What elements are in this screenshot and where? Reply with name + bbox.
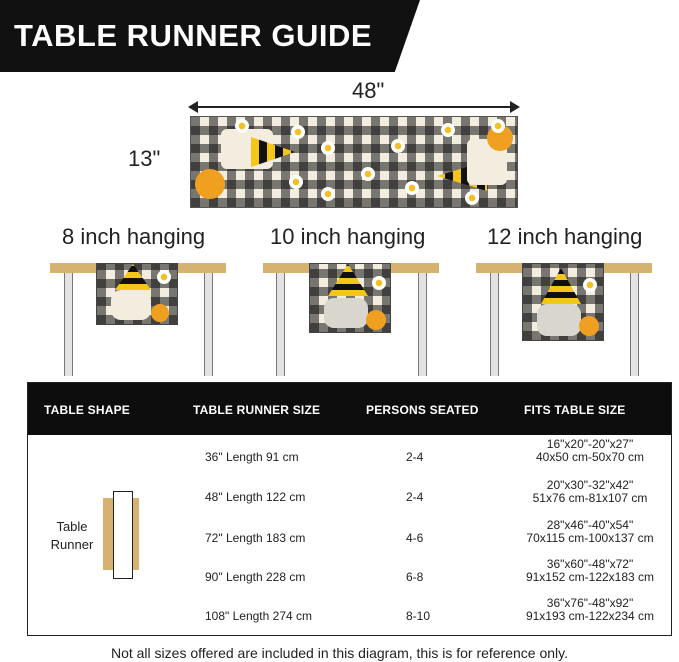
fit-cm: 40x50 cm-50x70 cm: [535, 450, 645, 464]
daisy-icon: [441, 123, 455, 137]
size-table-header: [28, 383, 671, 435]
row-fit: [510, 597, 670, 623]
gnome-hat-icon: [328, 264, 368, 296]
daisy-icon: [465, 191, 479, 205]
honey-pot-icon: [151, 304, 169, 322]
gnome-beard-icon: [324, 298, 368, 328]
daisy-icon: [405, 181, 419, 195]
fit-cm: 51x76 cm-81x107 cm: [532, 491, 648, 505]
table-shape-label: [42, 518, 102, 554]
row-fit: [510, 558, 670, 584]
fit-inches: 28"x46"-40"x54": [546, 518, 634, 532]
fit-cm: 91x152 cm-122x183 cm: [525, 570, 655, 584]
daisy-icon: [491, 119, 505, 133]
daisy-icon: [321, 187, 335, 201]
row-fit: [510, 519, 670, 545]
row-size: 90" Length 228 cm: [205, 570, 306, 584]
fit-inches: 36"x60"-48"x72": [546, 557, 634, 571]
row-persons: 6-8: [406, 570, 424, 584]
hanging-label-8: 8 inch hanging: [62, 224, 206, 249]
gnome-beard-icon: [537, 304, 581, 336]
hanging-label-12: 12 inch hanging: [487, 224, 643, 249]
footnote: Not all sizes offered are included in this diagram, this is for reference only.: [110, 645, 569, 661]
fit-cm: 70x115 cm-100x137 cm: [526, 531, 654, 545]
arrow-left-icon: [188, 101, 198, 113]
honey-pot-icon: [366, 310, 386, 330]
row-size: 36" Length 91 cm: [205, 450, 299, 464]
header-runner-size: TABLE RUNNER SIZE: [193, 403, 321, 417]
daisy-icon: [583, 278, 597, 292]
table-runner-image: [190, 116, 518, 208]
fit-cm: 91x193 cm-122x234 cm: [525, 609, 655, 623]
table-leg: [418, 272, 427, 376]
gnome-hat-icon: [251, 137, 295, 167]
daisy-icon: [157, 270, 171, 284]
row-persons: 2-4: [406, 490, 424, 504]
hanging-runner-8: [96, 263, 178, 325]
arrow-right-icon: [510, 101, 520, 113]
row-size: 108" Length 274 cm: [205, 609, 313, 623]
row-size: 48" Length 122 cm: [205, 490, 306, 504]
daisy-icon: [372, 276, 386, 290]
table-leg: [630, 272, 639, 376]
header-persons-seated: PERSONS SEATED: [366, 403, 479, 417]
hanging-label-10: 10 inch hanging: [270, 224, 426, 249]
row-fit: [510, 479, 670, 505]
daisy-icon: [289, 175, 303, 189]
row-persons: 8-10: [406, 609, 431, 623]
height-dimension-label: 13": [128, 146, 161, 171]
beehive-icon: [111, 290, 151, 320]
honey-pot-icon: [579, 316, 599, 336]
header-fits-table-size: FITS TABLE SIZE: [524, 403, 626, 417]
daisy-icon: [291, 125, 305, 139]
fit-inches: 36"x76"-48"x92": [546, 596, 634, 610]
daisy-icon: [321, 141, 335, 155]
runner-shape-icon: [113, 491, 133, 579]
row-size: 72" Length 183 cm: [205, 531, 306, 545]
hanging-runner-12: [522, 263, 604, 341]
fit-inches: 20"x30"-32"x42": [546, 478, 634, 492]
shape-label-line2: Runner: [50, 537, 94, 552]
table-leg: [276, 272, 285, 376]
daisy-icon: [361, 167, 375, 181]
daisy-icon: [235, 119, 249, 133]
width-dimension-label: 48": [352, 78, 385, 103]
table-leg: [64, 272, 73, 376]
daisy-icon: [391, 139, 405, 153]
table-leg: [490, 272, 499, 376]
page-title: TABLE RUNNER GUIDE: [14, 18, 373, 53]
row-persons: 4-6: [406, 531, 424, 545]
width-arrow-line: [192, 106, 518, 108]
gnome-hat-icon: [541, 268, 581, 304]
gnome-hat-icon: [115, 264, 151, 290]
row-fit: [510, 438, 670, 464]
shape-label-line1: Table: [56, 519, 88, 534]
row-persons: 2-4: [406, 450, 424, 464]
header-table-shape: TABLE SHAPE: [44, 403, 130, 417]
fit-inches: 16"x20"-20"x27": [546, 437, 634, 451]
hanging-runner-10: [309, 263, 391, 333]
table-leg: [204, 272, 213, 376]
honey-pot-icon: [195, 169, 225, 199]
